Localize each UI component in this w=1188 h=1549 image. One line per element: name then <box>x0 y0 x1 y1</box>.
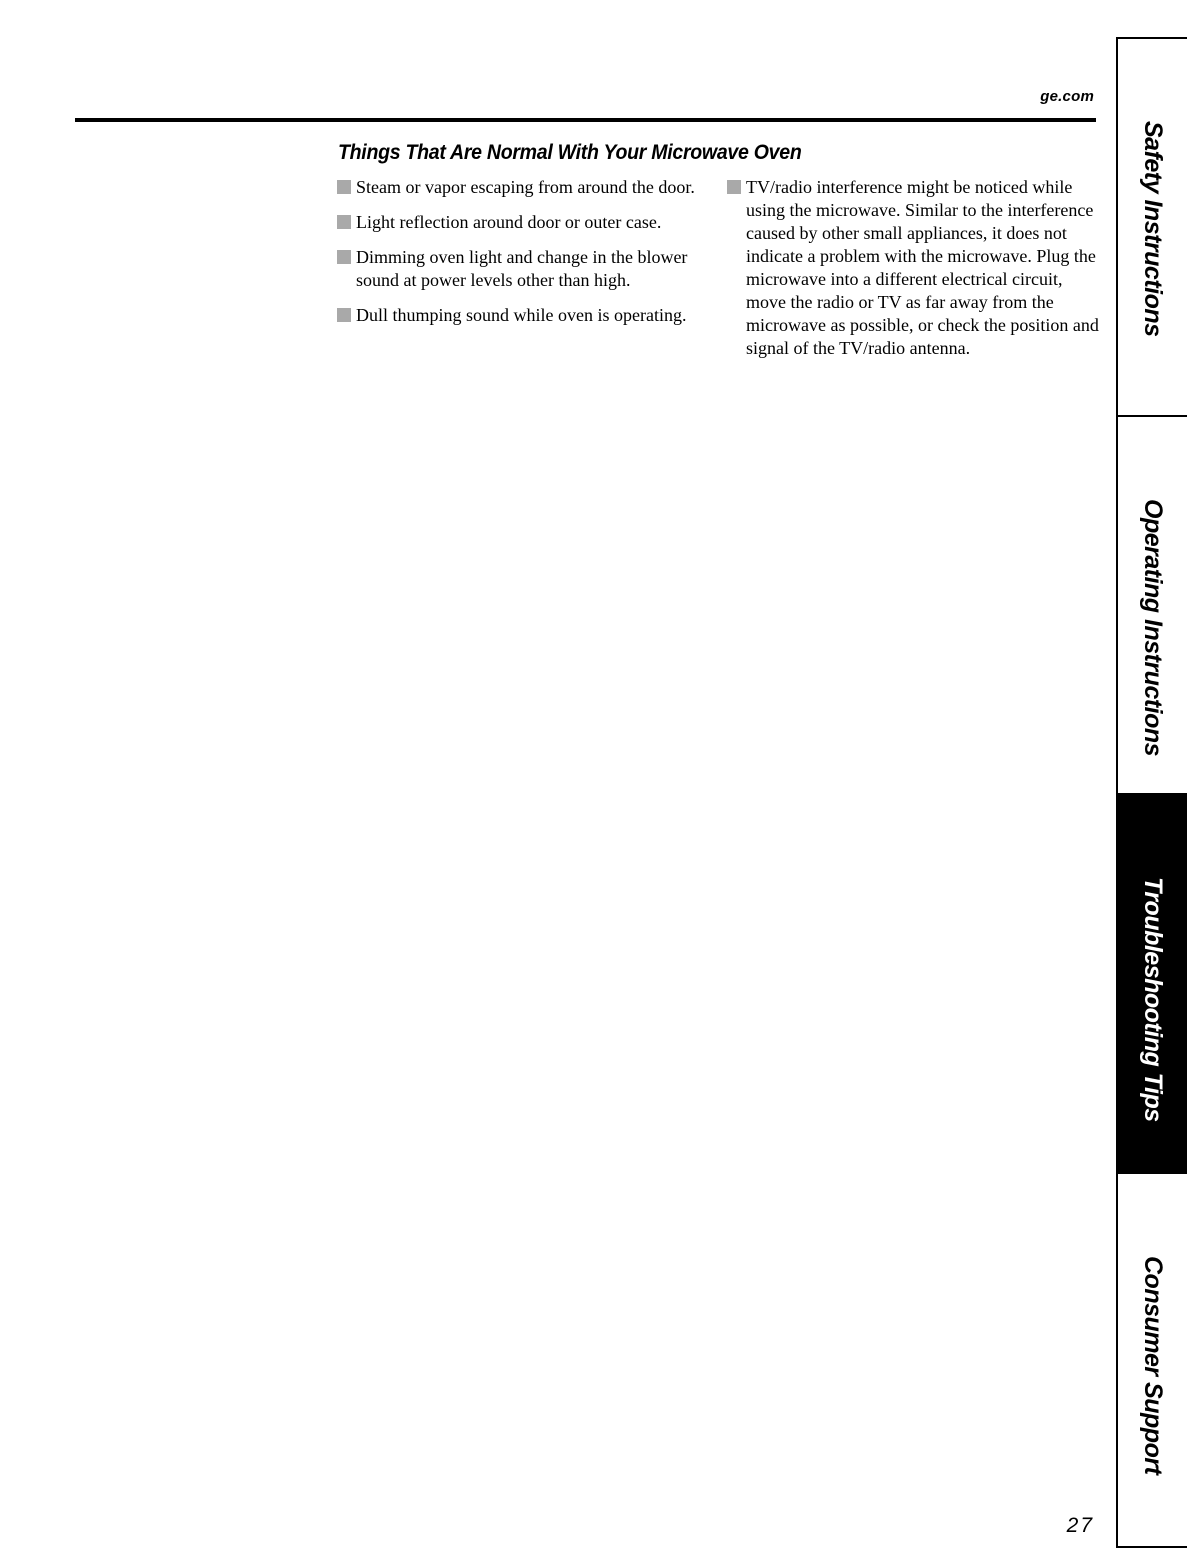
section-title: Things That Are Normal With Your Microwave Oven <box>338 141 802 164</box>
list-item-text: Dull thumping sound while oven is operating. <box>356 305 687 325</box>
right-column-list <box>727 176 1099 372</box>
list-item <box>337 211 715 234</box>
square-bullet-icon <box>337 215 351 229</box>
list-item-text: Dimming oven light and change in the blower sound at power levels other than high. <box>356 247 688 290</box>
list-item-text: Light reflection around door or outer case. <box>356 212 662 232</box>
site-url: ge.com <box>1040 88 1094 105</box>
tab-label: Consumer Support <box>1139 1256 1167 1475</box>
square-bullet-icon <box>337 308 351 322</box>
left-column-list <box>337 176 715 339</box>
page-number: 27 <box>1066 1514 1094 1537</box>
square-bullet-icon <box>727 180 741 194</box>
tab-safety-instructions[interactable] <box>1118 39 1187 417</box>
tab-label: Troubleshooting Tips <box>1139 877 1167 1122</box>
section-tabs <box>1116 37 1187 1548</box>
tab-label: Safety Instructions <box>1139 121 1167 337</box>
tab-operating-instructions[interactable] <box>1118 417 1187 795</box>
header-rule <box>75 118 1096 122</box>
list-item <box>727 176 1099 360</box>
tab-troubleshooting-tips[interactable] <box>1118 795 1187 1174</box>
list-item-text: Steam or vapor escaping from around the door. <box>356 177 695 197</box>
list-item <box>337 304 715 327</box>
tab-consumer-support[interactable] <box>1118 1174 1187 1548</box>
list-item <box>337 246 715 292</box>
tab-label: Operating Instructions <box>1139 499 1167 757</box>
list-item-text: TV/radio interference might be noticed while using the microwave. Similar to the interference caused by other small appliances, it does not indicate a problem with the microwave. Plug the microwave into a different electrical circuit, move the radio or TV as far away from the microwave as possible, or check the position and signal of the TV/radio antenna. <box>746 177 1099 358</box>
square-bullet-icon <box>337 180 351 194</box>
square-bullet-icon <box>337 250 351 264</box>
list-item <box>337 176 715 199</box>
